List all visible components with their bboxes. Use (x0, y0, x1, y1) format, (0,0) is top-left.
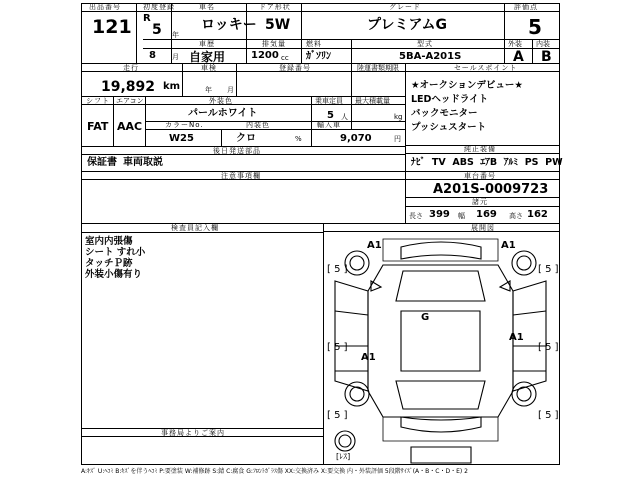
panel-bracket: [ 5 ] (538, 342, 559, 353)
interior-color: クロ (236, 133, 256, 144)
equipment-item: ｱﾙﾐ (503, 157, 519, 168)
less-label: [ﾚｽ] (336, 452, 351, 461)
equipment-item: PW (545, 157, 563, 168)
equipment-label: 純正装備 (464, 145, 496, 153)
displacement: 1200 (251, 50, 279, 61)
displacement-label: 排気量 (262, 40, 286, 48)
mileage-unit: km (163, 81, 181, 92)
equipment-item: ｴｱB (480, 157, 498, 168)
displacement-unit: cc (281, 54, 289, 62)
load-unit: kg (394, 113, 403, 121)
model-label: 型式 (417, 40, 433, 48)
mileage: 19,892 (101, 79, 156, 95)
mileage-label: 走行 (123, 64, 139, 72)
door-label: ドア形状 (259, 3, 291, 11)
selling-points (411, 79, 523, 135)
color-no: W25 (169, 133, 194, 144)
fuel-label: 燃料 (306, 40, 322, 48)
damage-mark-right-door: A1 (509, 332, 524, 343)
panel-bracket: [ 5 ] (538, 264, 559, 275)
options-label: 後日発送部品 (213, 147, 261, 155)
exterior-grade: A (513, 49, 524, 65)
lot-number: 121 (92, 16, 132, 38)
damage-mark-windshield: G (421, 312, 430, 323)
damage-mark-front-left: A1 (367, 240, 382, 251)
inspector-line: タッチＰ跡 (85, 258, 133, 269)
width: 169 (476, 209, 497, 220)
length: 399 (429, 209, 450, 220)
damage-mark-front-right: A1 (501, 240, 516, 251)
shift-label: シフト (86, 97, 110, 105)
name-label: 車名 (199, 3, 215, 11)
inspector-line: 室内内張傷 (85, 236, 133, 247)
size-label: 諸元 (472, 198, 488, 206)
height-label: 高さ (509, 212, 523, 220)
selling-point: LEDヘッドライト (411, 94, 489, 105)
grade-label: グレード (389, 3, 421, 11)
color-no-label: カラーNo. (165, 121, 204, 129)
chassis-label: 車台番号 (464, 172, 496, 180)
diagram-label: 展開図 (471, 224, 495, 232)
inspector-line: 外装小傷有り (85, 269, 143, 280)
capacity-label: 乗車定員 (315, 97, 343, 105)
width-label: 幅 (458, 212, 465, 220)
ac: AAC (117, 120, 143, 133)
height: 162 (527, 209, 548, 220)
load-label: 最大積載量 (355, 97, 390, 105)
color: パールホワイト (188, 108, 258, 119)
inspector-label: 検査員記入欄 (171, 224, 219, 232)
price: 9,070 (340, 133, 372, 144)
inspector-notes (85, 236, 145, 280)
percent-sign: % (295, 135, 302, 143)
initial-reg-label: 初度登録 (143, 3, 175, 11)
equipment-item: ABS (452, 157, 474, 168)
panel-bracket: [ 5 ] (327, 264, 348, 275)
equipment-item: PS (524, 157, 539, 168)
notes-label: 注意事項欄 (221, 172, 261, 180)
era: R (143, 13, 151, 24)
expiry-label: 陸運書類期限 (357, 64, 399, 72)
model: 5BA-A201S (399, 51, 462, 62)
selling-point: バックモニター (411, 108, 478, 119)
damage-mark-left-door: A1 (361, 352, 376, 363)
chassis-number: A201S-0009723 (433, 182, 549, 197)
equipment-list (411, 158, 563, 168)
option-item: 保証書 (87, 157, 117, 168)
type-label: 車歴 (199, 40, 215, 48)
fuel: ｶﾞｿﾘﾝ (306, 51, 331, 62)
panel-bracket: [ 5 ] (327, 410, 348, 421)
import-label: 輸入車 (317, 121, 341, 129)
length-label: 長さ (409, 212, 423, 220)
year-unit: 年 (172, 31, 179, 39)
equipment-item: ﾅﾋﾞ (411, 157, 426, 168)
equipment-item: TV (431, 157, 446, 168)
reg-no-label: 登録番号 (279, 64, 311, 72)
reg-year: 5 (152, 22, 162, 38)
auction-sheet (81, 3, 563, 465)
usage: 自家用 (189, 50, 226, 64)
shift: FAT (87, 120, 109, 133)
capacity: 5 (327, 110, 334, 121)
exterior-label: 外装 (508, 40, 522, 48)
interior-label: 内装 (536, 40, 550, 48)
inspection-month-unit: 月 (227, 86, 234, 94)
score: 5 (528, 15, 542, 39)
selling-point: ★オークションデビュー★ (411, 80, 523, 91)
lot-label: 出品番号 (89, 3, 121, 11)
ac-label: エアコン (116, 97, 144, 105)
option-item: 車両取説 (123, 157, 163, 168)
selling-point: プッシュスタート (411, 122, 487, 133)
price-unit: 円 (394, 135, 401, 143)
grade: プレミアムG (367, 17, 447, 33)
color-label: 外装色 (209, 97, 233, 105)
panel-bracket: [ 5 ] (538, 410, 559, 421)
car-damage-diagram (323, 231, 560, 465)
interior-color-label: 内装色 (246, 121, 270, 129)
office-label: 事務局よりご案内 (161, 429, 225, 437)
selling-label: セールスポイント (454, 64, 518, 72)
interior-grade: B (541, 49, 552, 65)
wheel-icon (335, 251, 536, 451)
month-unit: 月 (172, 53, 179, 61)
panel-bracket: [ 5 ] (327, 342, 348, 353)
inspection-label: 車検 (201, 64, 217, 72)
inspection-year-unit: 年 (205, 86, 212, 94)
door-type: 5W (265, 17, 291, 33)
score-label: 評価点 (514, 3, 538, 11)
car-name: ロッキー (201, 17, 257, 33)
inspector-line: シート すれ小 (85, 247, 146, 258)
legend: A:ｷｽﾞ U:ﾍｺﾐ B:ｷｽﾞを伴うﾍｺﾐ P:要塗装 W:補修跡 S:錆 C:腐食 G:ﾌﾛﾝﾄｶﾞﾗｽ傷 XX:交換済み X:要交換 内・外装評価 5段階ｻｲｽﾞ(A・B・C・D・E) 2 (81, 468, 468, 475)
capacity-unit: 人 (341, 113, 348, 121)
reg-month: 8 (149, 50, 156, 61)
